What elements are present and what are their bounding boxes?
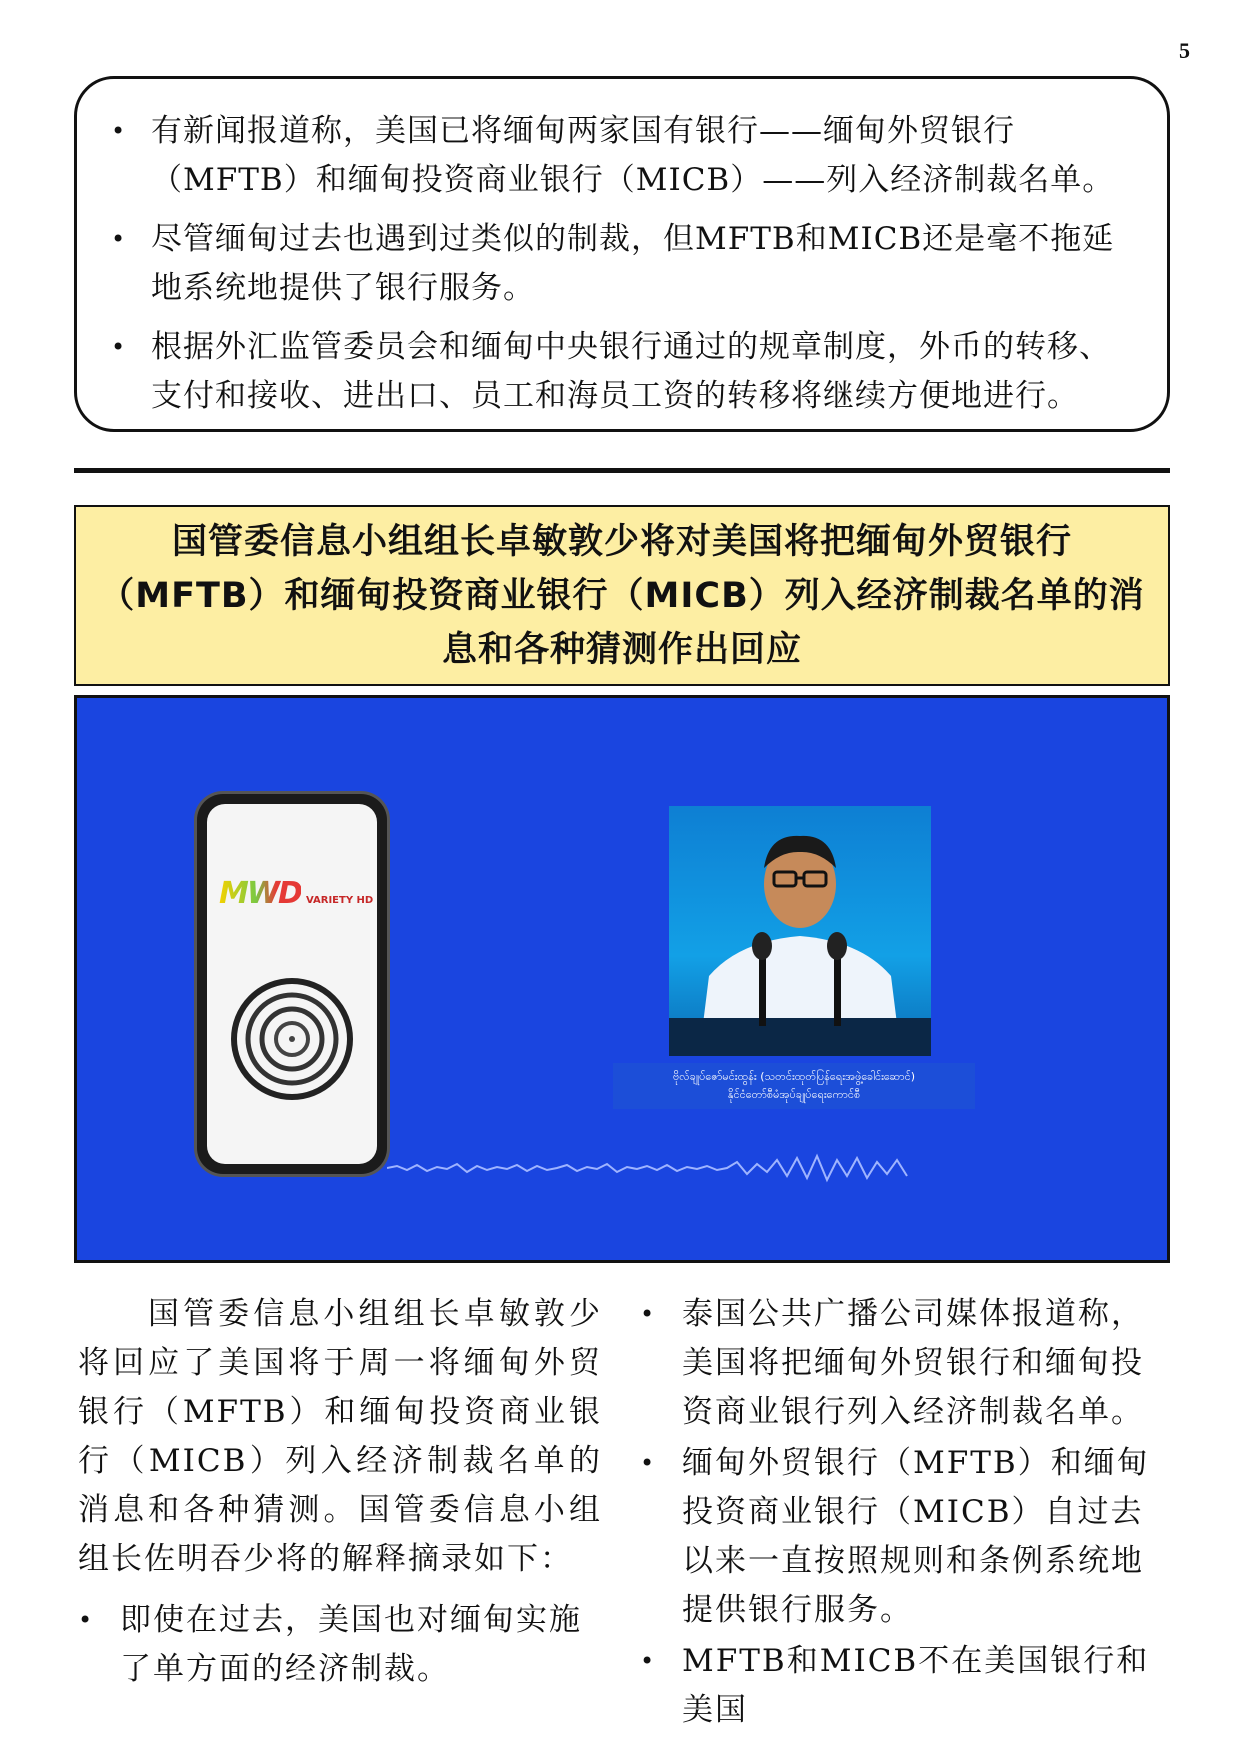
body-right-column — [640, 1290, 1162, 1737]
speaker-caption — [613, 1063, 975, 1109]
news-video-still — [74, 695, 1170, 1263]
phone-graphic — [197, 794, 387, 1174]
bullet-icon: • — [111, 117, 127, 145]
channel-logo-main: MWD — [219, 876, 301, 911]
speaker-caption-line1: ဗိုလ်ချုပ်ဇော်မင်းထွန်း (သတင်းထုတ်ပြန်ရေးအဖွဲ့ခေါင်းဆောင်) — [673, 1070, 915, 1083]
bullet-icon: • — [111, 333, 127, 361]
headline-box — [74, 505, 1170, 686]
body-left-item-text: 即使在过去，美国也对缅甸实施了单方面的经济制裁。 — [120, 1602, 582, 1687]
body-right-item — [640, 1439, 1162, 1635]
summary-box — [74, 76, 1170, 432]
audio-rings-icon — [227, 974, 357, 1104]
summary-item — [107, 323, 1137, 421]
bullet-icon: • — [640, 1647, 657, 1675]
summary-item-text: 根据外汇监管委员会和缅甸中央银行通过的规章制度，外币的转移、支付和接收、进出口、员工和海员工资的转移将继续方便地进行。 — [151, 329, 1111, 414]
speaker-photo — [669, 806, 931, 1056]
body-left-item — [78, 1596, 602, 1694]
channel-logo — [219, 876, 373, 911]
bullet-icon: • — [640, 1449, 657, 1477]
body-left-column — [78, 1290, 602, 1694]
body-right-item-text: 泰国公共广播公司媒体报道称，美国将把缅甸外贸银行和缅甸投资商业银行列入经济制裁名单。 — [682, 1296, 1144, 1430]
bullet-icon: • — [640, 1300, 657, 1328]
headline: 国管委信息小组组长卓敏敦少将对美国将把缅甸外贸银行（MFTB）和缅甸投资商业银行（MICB）列入经济制裁名单的消息和各种猜测作出回应 — [99, 521, 1145, 670]
summary-list — [107, 107, 1137, 421]
body-right-list — [640, 1290, 1162, 1735]
body-right-item — [640, 1637, 1162, 1735]
bullet-icon: • — [111, 225, 127, 253]
audio-waveform-icon — [387, 1148, 947, 1188]
summary-item-text: 尽管缅甸过去也遇到过类似的制裁，但MFTB和MICB还是毫不拖延地系统地提供了银行服务。 — [151, 221, 1115, 306]
summary-item — [107, 107, 1137, 205]
speaker-caption-line2: နိုင်ငံတော်စီမံအုပ်ချုပ်ရေးကောင်စီ — [727, 1088, 861, 1101]
speaker-figure — [669, 806, 931, 1056]
summary-item-text: 有新闻报道称，美国已将缅甸两家国有银行——缅甸外贸银行（MFTB）和缅甸投资商业银行（MICB）——列入经济制裁名单。 — [151, 113, 1115, 198]
body-right-item — [640, 1290, 1162, 1437]
page-number: 5 — [1179, 38, 1190, 63]
body-paragraph: 国管委信息小组组长卓敏敦少将回应了美国将于周一将缅甸外贸银行（MFTB）和缅甸投资商业银行（MICB）列入经济制裁名单的消息和各种猜测。国管委信息小组组长佐明吞少将的解释摘录如下： — [78, 1296, 602, 1577]
phone-screen — [207, 804, 377, 1164]
body-right-item-text: 缅甸外贸银行（MFTB）和缅甸投资商业银行（MICB）自过去以来一直按照规则和条例系统地提供银行服务。 — [682, 1445, 1150, 1628]
channel-logo-sub: VARIETY HD — [305, 895, 374, 906]
section-divider — [74, 468, 1170, 473]
summary-item — [107, 215, 1137, 313]
body-right-item-text: MFTB和MICB不在美国银行和美国 — [682, 1643, 1150, 1728]
bullet-icon: • — [78, 1606, 95, 1634]
body-left-list — [78, 1596, 602, 1694]
